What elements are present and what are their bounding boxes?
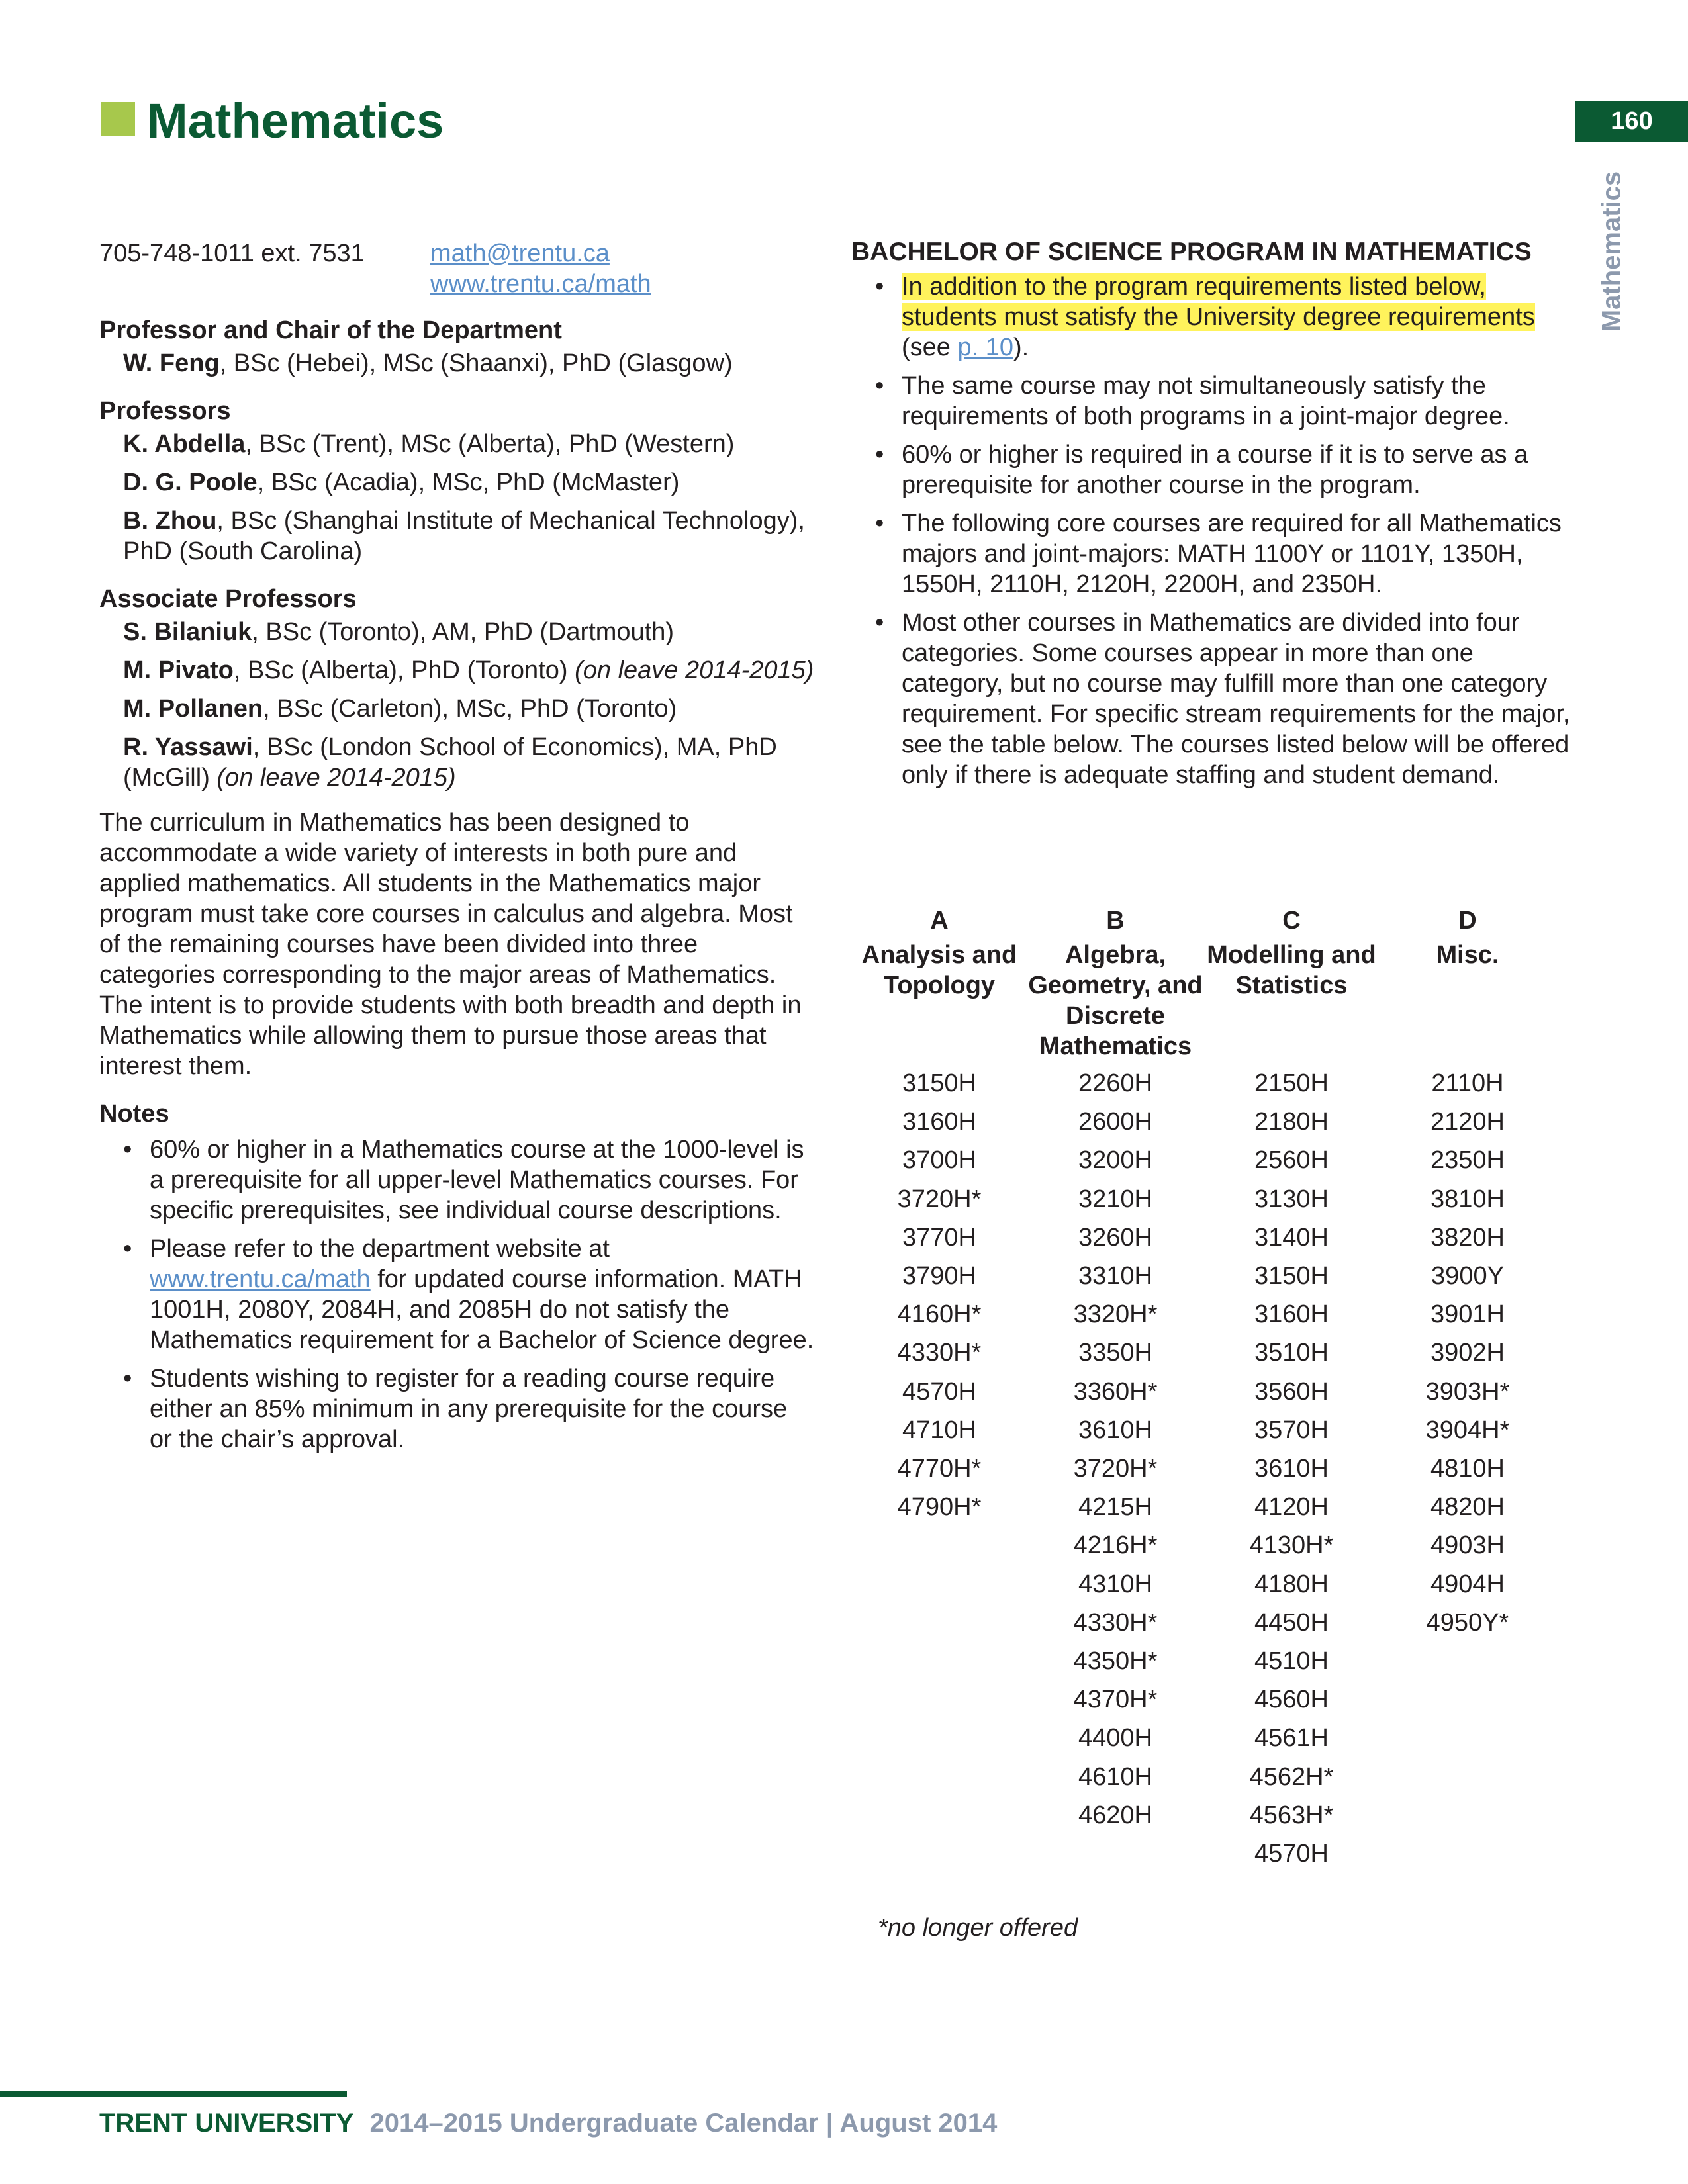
course-code: 4561H (1254, 1724, 1329, 1752)
phone-number: 705-748-1011 ext. 7531 (99, 240, 365, 267)
course-code: 4450H (1254, 1608, 1329, 1637)
faculty-member (99, 348, 814, 379)
course-code: 3150H (902, 1069, 976, 1097)
course-code: 3902H (1430, 1339, 1505, 1367)
note-text: for updated course information. MATH 1001H, 2080Y, 2084H, and 2085H do not satisfy the Mathematics requirement for a Bachelor of Science degree. (150, 1265, 814, 1354)
course-code: 3260H (1078, 1223, 1152, 1251)
requirement-text: (see (902, 334, 958, 361)
course-code: 3810H (1430, 1185, 1505, 1213)
course-code: 4560H (1254, 1686, 1329, 1714)
course-code: 4810H (1430, 1455, 1505, 1483)
page-number-badge: 160 (1575, 101, 1688, 142)
faculty-name: D. G. Poole (123, 469, 258, 496)
course-code: 4400H (1078, 1724, 1152, 1752)
faculty-credentials: , BSc (Acadia), MSc, PhD (McMaster) (257, 469, 680, 496)
faculty-member (99, 467, 814, 498)
degree-requirements-link[interactable]: p. 10 (957, 334, 1014, 361)
course-code: 4215H (1078, 1493, 1152, 1522)
course-code: 4950Y* (1426, 1608, 1509, 1637)
requirement-item: • The same course may not simultaneously satisfy the requirements of both programs in a joint-major degree. (875, 371, 1573, 432)
course-category-table (851, 905, 1557, 1873)
course-code: 2350H (1430, 1146, 1505, 1175)
right-column (851, 237, 1573, 798)
faculty-credentials: , BSc (Trent), MSc (Alberta), PhD (Western) (245, 430, 735, 458)
course-code: 3310H (1078, 1262, 1152, 1291)
category-column (1027, 905, 1203, 1873)
faculty-name: S. Bilaniuk (123, 618, 252, 646)
category-column (851, 905, 1027, 1873)
course-code: 2180H (1254, 1108, 1329, 1136)
course-code: 4903H (1430, 1531, 1505, 1560)
intro-paragraph: The curriculum in Mathematics has been designed to accommodate a wide variety of interests in both pure and applied mathematics. All students in the Mathematics major program must take core courses in calculus and algebra. Most of the remaining courses have been divided into three categories corresponding to the major areas of Mathematics. The intent is to provide students with both breadth and depth in Mathematics while allowing them to pursue those areas that interest them. (99, 809, 802, 1080)
footnote: *no longer offered (878, 1914, 1078, 1942)
category-column (1380, 905, 1556, 1873)
faculty-name: B. Zhou (123, 507, 217, 535)
course-code: 3350H (1078, 1339, 1152, 1367)
course-code: 3901H (1430, 1300, 1505, 1329)
department-website-link[interactable]: www.trentu.ca/math (150, 1265, 371, 1293)
note-item: • 60% or higher in a Mathematics course at the 1000-level is a prerequisite for all upper-level Mathematics courses. For specific prerequisites, see individual course descriptions. (123, 1134, 814, 1226)
course-code: 3320H* (1073, 1300, 1158, 1329)
course-code: 4820H (1430, 1493, 1505, 1522)
faculty-name: W. Feng (123, 349, 220, 377)
category-letter: B (1106, 907, 1125, 934)
category-letter: D (1458, 907, 1477, 934)
course-code: 3904H* (1425, 1416, 1510, 1444)
chair-heading: Professor and Chair of the Department (99, 316, 562, 344)
footer-rule (0, 2091, 347, 2097)
footer-calendar: 2014–2015 Undergraduate Calendar | August 2014 (369, 2109, 998, 2138)
course-code: 3900Y (1431, 1262, 1504, 1291)
faculty-credentials: , BSc (London School of Economics), MA, PhD (McGill) (123, 733, 777, 792)
course-code: 3610H (1078, 1416, 1152, 1444)
course-code: 2560H (1254, 1146, 1329, 1175)
faculty-credentials: , BSc (Alberta), PhD (Toronto) (233, 657, 575, 684)
course-code: 3820H (1430, 1223, 1505, 1251)
title-square-icon (101, 102, 135, 136)
course-code: 3510H (1254, 1339, 1329, 1367)
course-code: 3150H (1254, 1262, 1329, 1291)
requirement-text: ). (1013, 334, 1029, 361)
course-code: 4216H* (1073, 1531, 1158, 1560)
course-code: 4710H (902, 1416, 976, 1444)
course-code: 4904H (1430, 1570, 1505, 1598)
side-section-label: Mathematics (1597, 171, 1626, 332)
course-code: 4570H (1254, 1840, 1329, 1868)
associate-professors-list (99, 617, 814, 793)
highlighted-text: In addition to the program requirements listed below, students must satisfy the University degree requirements (902, 273, 1535, 331)
course-code: 4563H* (1249, 1801, 1334, 1829)
requirement-item: • Most other courses in Mathematics are divided into four categories. Some courses appear in more than one category, but no course may fulfill more than one category requirement. For specific stream requirements for the major, see the table below. The courses listed below will be offered only if there is adequate staffing and student demand. (875, 608, 1573, 790)
associate-professors-heading: Associate Professors (99, 585, 357, 613)
course-code: 4510H (1254, 1647, 1329, 1676)
course-code: 2110H (1431, 1069, 1504, 1097)
course-code: 3610H (1254, 1455, 1329, 1483)
faculty-credentials: , BSc (Shanghai Institute of Mechanical Technology), PhD (South Carolina) (123, 507, 805, 565)
category-columns (851, 905, 1557, 1873)
course-code: 2600H (1078, 1108, 1152, 1136)
requirement-item: • The following core courses are required for all Mathematics majors and joint-majors: MATH 1100Y or 1101Y, 1350H, 1550H, 2110H, 2120H, 2200H, and 2350H. (875, 508, 1573, 600)
requirement-item: • 60% or higher is required in a course if it is to serve as a prerequisite for another course in the program. (875, 439, 1573, 500)
requirement-item (875, 271, 1573, 363)
side-section-tab (1585, 165, 1638, 338)
category-column (1203, 905, 1380, 1873)
category-name: Modelling and Statistics (1207, 941, 1376, 999)
faculty-credentials: , BSc (Carleton), MSc, PhD (Toronto) (263, 695, 677, 723)
course-code: 4570H (902, 1377, 976, 1406)
note-item: • Students wishing to register for a reading course require either an 85% minimum in any prerequisite for the course or the chair’s approval. (123, 1363, 814, 1455)
footer (99, 2109, 997, 2138)
faculty-member (99, 506, 814, 567)
course-code: 3570H (1254, 1416, 1329, 1444)
faculty-name: R. Yassawi (123, 733, 253, 761)
course-code: 3903H* (1425, 1377, 1510, 1406)
note-text: Please refer to the department website at (150, 1235, 610, 1263)
course-code: 2150H (1254, 1069, 1329, 1097)
course-code: 4330H* (1073, 1608, 1158, 1637)
course-code: 4610H (1078, 1762, 1152, 1791)
course-code: 3160H (902, 1108, 976, 1136)
course-code: 3790H (902, 1262, 976, 1291)
course-code: 3560H (1254, 1377, 1329, 1406)
course-code: 4330H* (897, 1339, 982, 1367)
faculty-credentials: , BSc (Hebei), MSc (Shaanxi), PhD (Glasgow) (219, 349, 733, 377)
course-code: 3720H* (897, 1185, 982, 1213)
faculty-member (99, 694, 814, 724)
course-code: 3210H (1078, 1185, 1152, 1213)
note-item (123, 1234, 814, 1355)
course-code: 4620H (1078, 1801, 1152, 1829)
chair-list (99, 348, 814, 379)
course-code: 4310H (1078, 1570, 1152, 1598)
professors-heading: Professors (99, 397, 231, 425)
category-name: Misc. (1436, 941, 1499, 969)
faculty-leave-note: (on leave 2014-2015) (216, 764, 456, 792)
course-code: 4790H* (897, 1493, 982, 1522)
course-code: 3130H (1254, 1185, 1329, 1213)
faculty-member (99, 655, 814, 686)
course-code: 4120H (1254, 1493, 1329, 1522)
faculty-member (99, 732, 814, 793)
course-code: 3700H (902, 1146, 976, 1175)
course-code: 4160H* (897, 1300, 982, 1329)
category-letter: C (1282, 907, 1301, 934)
course-code: 4370H* (1073, 1686, 1158, 1714)
faculty-credentials: , BSc (Toronto), AM, PhD (Dartmouth) (252, 618, 675, 646)
course-code: 2260H (1078, 1069, 1152, 1097)
program-title: BACHELOR OF SCIENCE PROGRAM IN MATHEMATICS (851, 238, 1532, 266)
faculty-member (99, 429, 814, 459)
professors-list (99, 429, 814, 567)
course-code: 4350H* (1073, 1647, 1158, 1676)
category-name: Algebra, Geometry, and Discrete Mathematics (1028, 941, 1203, 1060)
course-code: 4180H (1254, 1570, 1329, 1598)
course-code: 3360H* (1073, 1377, 1158, 1406)
course-code: 4562H* (1249, 1762, 1334, 1791)
left-column (99, 238, 814, 1463)
contact-block (99, 238, 814, 299)
course-code: 3200H (1078, 1146, 1152, 1175)
email-link[interactable]: math@trentu.ca (430, 240, 610, 267)
course-code: 3160H (1254, 1300, 1329, 1329)
contact-links (430, 238, 651, 299)
category-letter: A (930, 907, 949, 934)
faculty-leave-note: (on leave 2014-2015) (575, 657, 814, 684)
footer-university: TRENT UNIVERSITY (99, 2109, 354, 2138)
faculty-name: M. Pollanen (123, 695, 263, 723)
faculty-name: K. Abdella (123, 430, 246, 458)
course-code: 3140H (1254, 1223, 1329, 1251)
course-code: 4770H* (897, 1455, 982, 1483)
course-code: 3720H* (1073, 1455, 1158, 1483)
faculty-name: M. Pivato (123, 657, 234, 684)
course-code: 3770H (902, 1223, 976, 1251)
website-link[interactable]: www.trentu.ca/math (430, 270, 651, 298)
notes-heading: Notes (99, 1100, 169, 1128)
notes-list (99, 1134, 814, 1455)
category-name: Analysis and Topology (861, 941, 1017, 999)
course-code: 4130H* (1249, 1531, 1334, 1560)
faculty-member (99, 617, 814, 647)
page-title: Mathematics (147, 93, 444, 148)
course-code: 2120H (1430, 1108, 1505, 1136)
requirements-list (851, 271, 1573, 790)
